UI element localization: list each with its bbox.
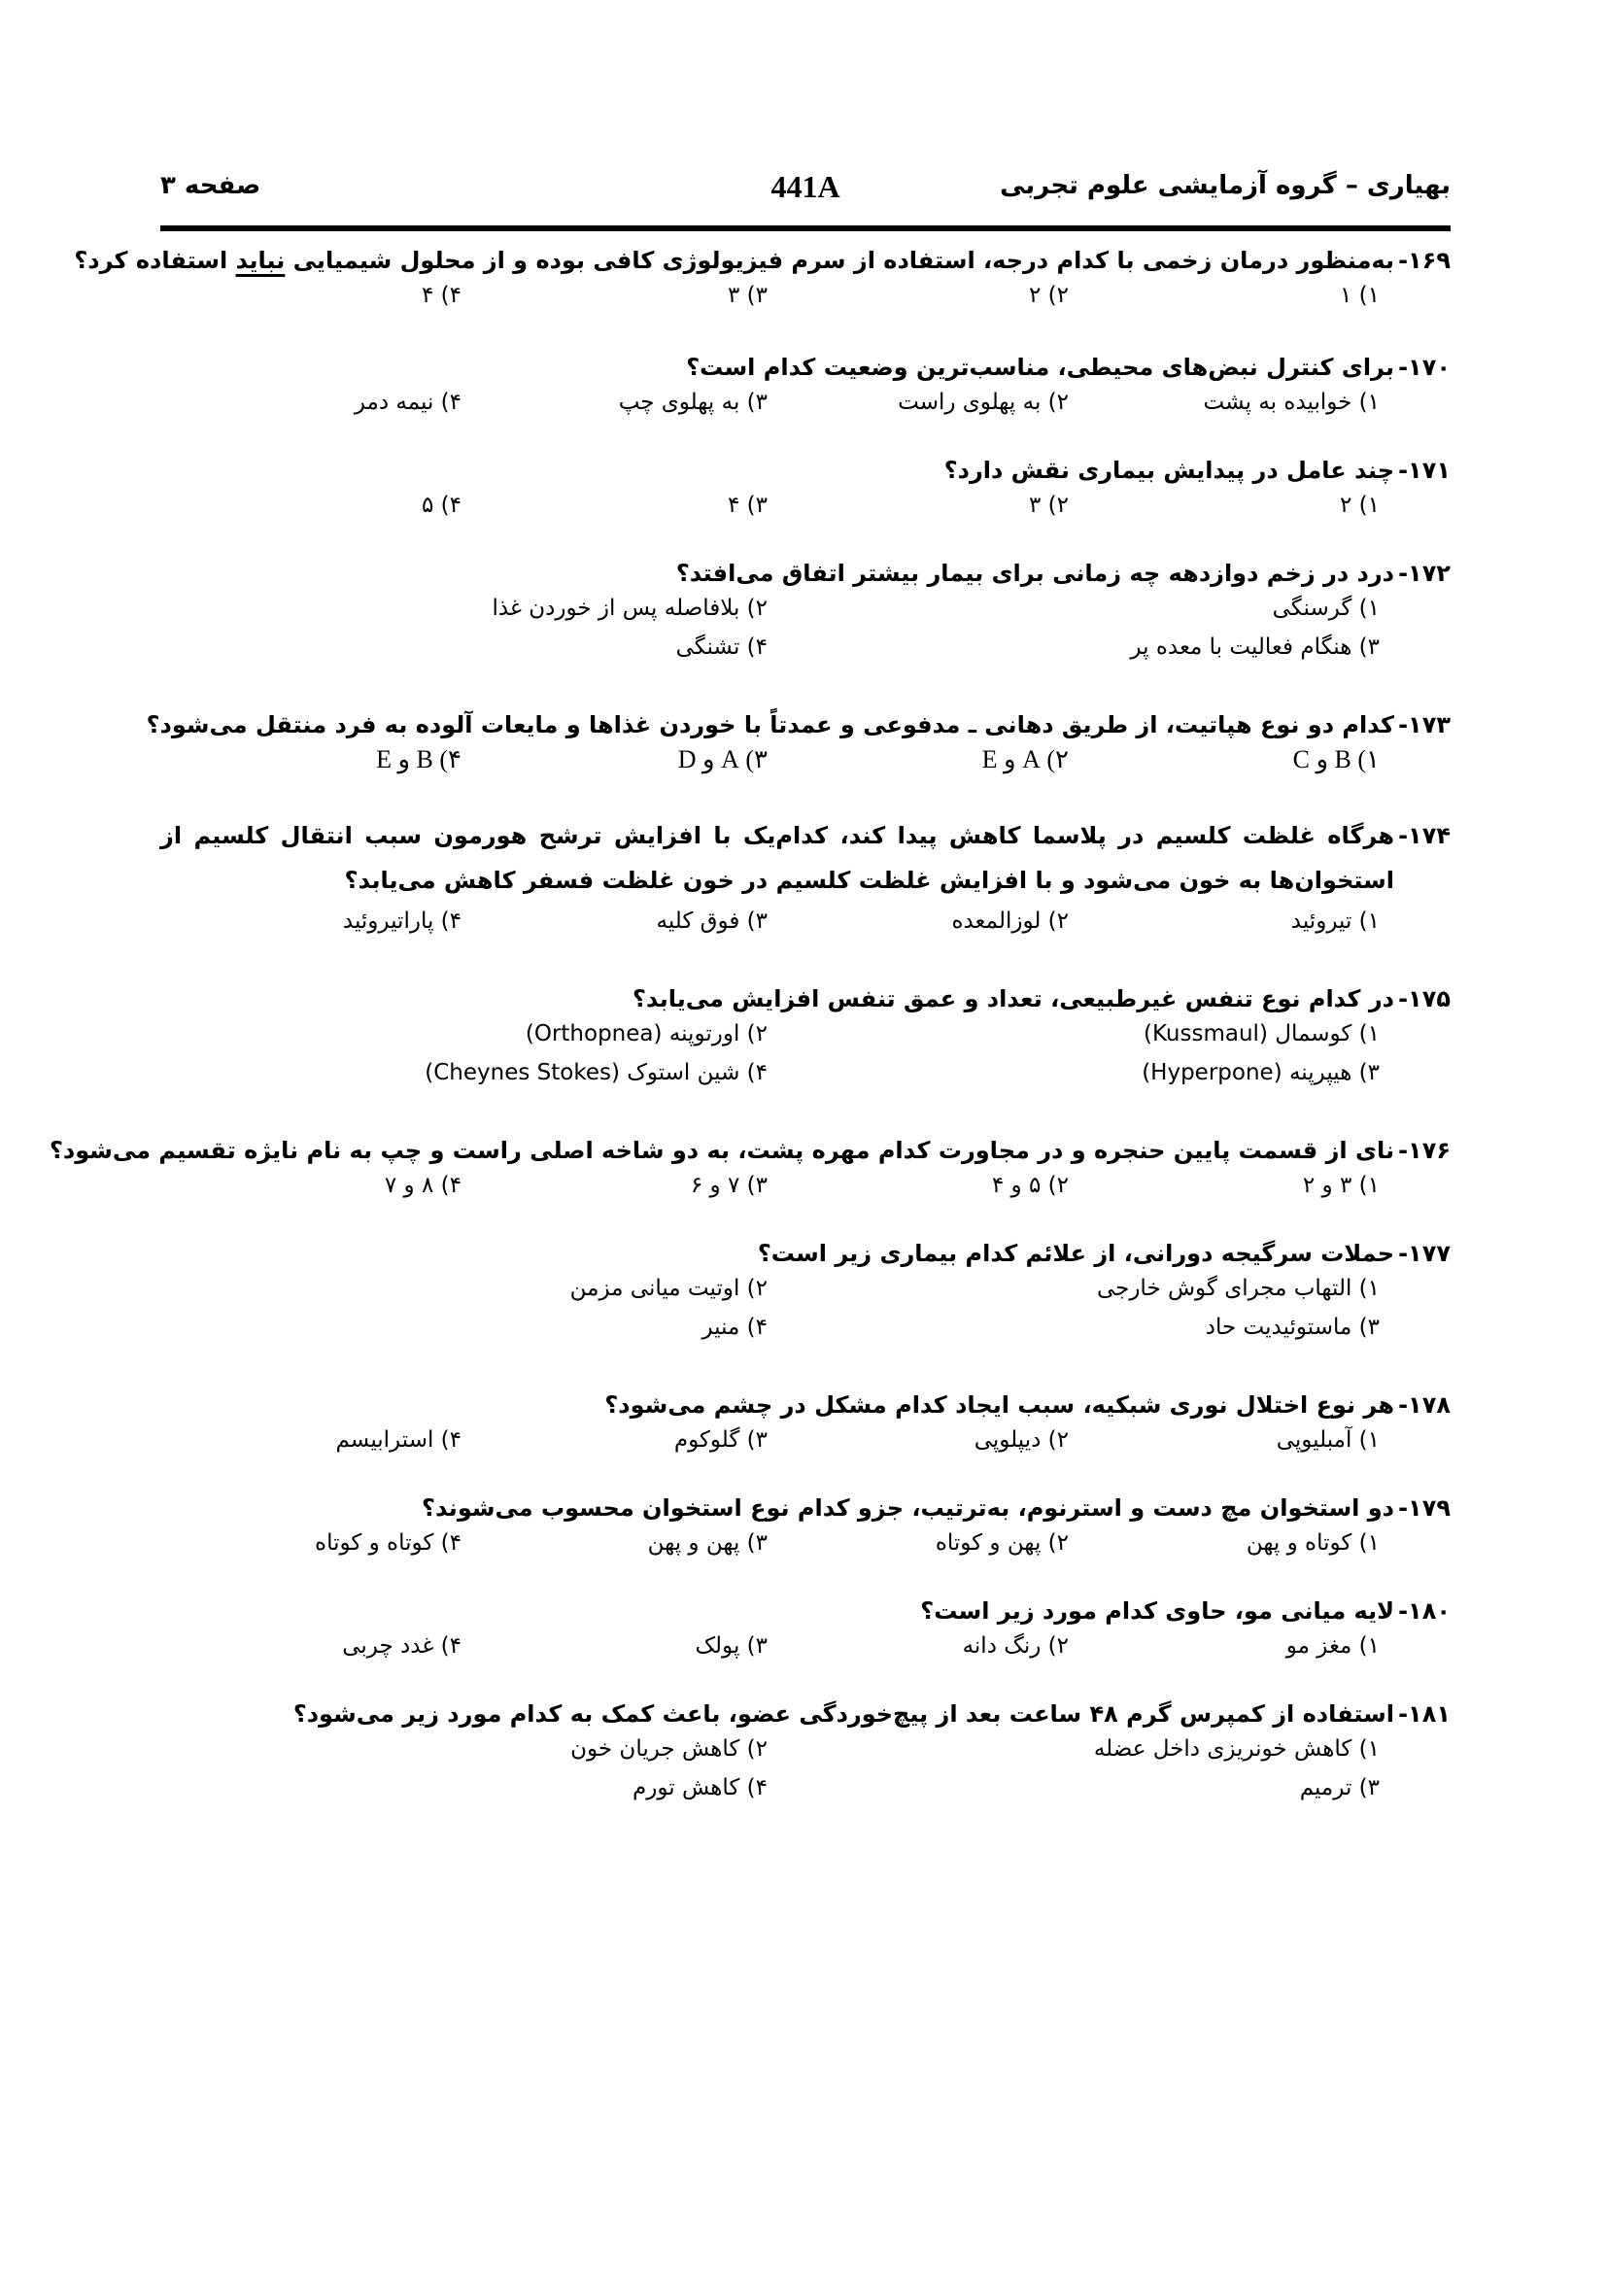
option-4[interactable]: ۴) شین استوک (Cheynes Stokes) <box>425 1060 768 1085</box>
header-divider <box>160 225 1451 231</box>
question-173 <box>146 707 1451 781</box>
option-2[interactable]: ۲) اوتیت میانی مزمن <box>569 1276 768 1301</box>
question-172 <box>160 556 1451 668</box>
option-1[interactable]: ۱) ۳ و ۲ <box>1302 1173 1380 1198</box>
question-181 <box>160 1696 1451 1809</box>
options-row <box>160 630 1451 668</box>
exam-group-title: بهیاری – گروه آزمایشی علوم تجربی <box>1000 171 1451 200</box>
question-number: ۱۷۵- <box>1398 985 1451 1012</box>
options-row <box>160 488 1451 527</box>
question-text: استفاده از کمپرس گرم ۴۸ ساعت بعد از پیچ‌خوردگی عضو، باعث کمک به کدام مورد زیر می‌شود؟ <box>292 1700 1394 1728</box>
options-row <box>160 742 1451 781</box>
question-176 <box>50 1133 1451 1207</box>
option-2[interactable]: ۲) به پهلوی راست <box>898 390 1069 415</box>
options-row <box>160 1628 1451 1667</box>
question-number: ۱۷۳- <box>1398 711 1451 738</box>
option-3[interactable]: ۳) ۳ <box>727 283 768 308</box>
question-text: در کدام نوع تنفس غیرطبیعی، تعداد و عمق تنفس افزایش می‌یابد؟ <box>632 985 1394 1012</box>
option-1[interactable]: ۱) کوتاه و پهن <box>1246 1530 1380 1556</box>
question-text: به‌منظور درمان زخمی با کدام درجه، استفاده از سرم فیزیولوژی کافی بوده و از محلول شیمیایی نباید استفاده کرد؟ <box>74 247 1394 274</box>
option-2[interactable]: ۲) بلافاصله پس از خوردن غذا <box>492 596 768 621</box>
question-number: ۱۷۷- <box>1398 1240 1451 1267</box>
option-4[interactable]: ۴) ۵ <box>421 493 462 518</box>
option-4[interactable]: ۴) پاراتیروئید <box>342 908 462 934</box>
option-2[interactable]: ۲) پهن و کوتاه <box>935 1530 1069 1556</box>
question-text: لایه میانی مو، حاوی کدام مورد زیر است؟ <box>920 1597 1394 1625</box>
option-2[interactable]: ۲) اورتوپنه (Orthopnea) <box>525 1021 768 1046</box>
question-171 <box>160 453 1451 527</box>
option-4[interactable]: ۴) ۸ و ۷ <box>384 1173 462 1198</box>
option-3[interactable]: ۳) ۷ و ۶ <box>690 1173 768 1198</box>
question-text: درد در زخم دوازدهه چه زمانی برای بیمار بیشتر اتفاق می‌افتد؟ <box>675 560 1394 587</box>
page-number: صفحه ۳ <box>160 171 261 200</box>
option-4[interactable]: ۴) نیمه دمر <box>354 390 462 415</box>
emphasis-underline: نباید <box>235 247 286 274</box>
option-4[interactable]: ۴) ۴ <box>421 283 462 308</box>
option-1[interactable]: ۱) التهاب مجرای گوش خارجی <box>1096 1276 1380 1301</box>
option-1[interactable]: ۱) آمبلیوپی <box>1276 1427 1380 1453</box>
options-row <box>160 1055 1451 1094</box>
option-1[interactable]: ۱) ۲ <box>1339 493 1380 518</box>
option-2[interactable]: ۲) ۳ <box>1028 493 1069 518</box>
option-1[interactable]: ۱) گرسنگی <box>1272 596 1380 621</box>
question-number: ۱۸۰- <box>1398 1597 1451 1625</box>
option-4[interactable]: ۴) تشنگی <box>675 634 768 660</box>
option-3[interactable]: ۳) هنگام فعالیت با معده پر <box>1130 634 1380 660</box>
question-text: حملات سرگیجه دورانی، از علائم کدام بیماری زیر است؟ <box>757 1240 1394 1267</box>
option-3[interactable]: ۳) پهن و پهن <box>647 1530 768 1556</box>
question-175 <box>160 981 1451 1094</box>
option-3[interactable]: ۳) A و D <box>677 745 768 773</box>
options-row <box>160 278 1451 317</box>
option-1[interactable]: ۱) مغز مو <box>1285 1633 1380 1659</box>
option-3[interactable]: ۳) فوق کلیه <box>656 908 768 934</box>
question-text: برای کنترل نبض‌های محیطی، مناسب‌ترین وضعیت کدام است؟ <box>686 354 1394 381</box>
question-text: چند عامل در پیدایش بیماری نقش دارد؟ <box>943 457 1394 484</box>
option-4[interactable]: ۴) B و E <box>376 745 462 773</box>
option-1[interactable]: ۱) کوسمال (Kussmaul) <box>1144 1021 1380 1046</box>
question-178 <box>160 1388 1451 1461</box>
options-row <box>160 385 1451 424</box>
option-4[interactable]: ۴) منیر <box>701 1315 768 1340</box>
booklet-code: 441A <box>770 169 840 204</box>
question-number: ۱۷۲- <box>1398 560 1451 587</box>
option-1[interactable]: ۱) کاهش خونریزی داخل عضله <box>1093 1736 1380 1762</box>
question-number: ۱۶۹- <box>1398 247 1451 274</box>
options-row <box>160 1525 1451 1564</box>
options-row <box>160 1731 1451 1770</box>
question-170 <box>160 350 1451 424</box>
options-row <box>160 1310 1451 1349</box>
option-2[interactable]: ۲) کاهش جریان خون <box>570 1736 768 1762</box>
question-number: ۱۷۹- <box>1398 1494 1451 1522</box>
option-4[interactable]: ۴) کاهش تورم <box>633 1775 768 1800</box>
option-2[interactable]: ۲) ۵ و ۴ <box>991 1173 1069 1198</box>
question-number: ۱۷۸- <box>1398 1391 1451 1419</box>
option-3[interactable]: ۳) ترمیم <box>1299 1775 1380 1800</box>
option-2[interactable]: ۲) دیپلوپی <box>974 1427 1069 1453</box>
question-number: ۱۷۴- <box>1398 822 1451 849</box>
question-text: کدام دو نوع هپاتیت، از طریق دهانی ـ مدفوعی و عمدتاً با خوردن غذاها و مایعات آلوده به فرد منتقل می‌شود؟ <box>146 711 1394 738</box>
options-row <box>160 1422 1451 1461</box>
option-2[interactable]: ۲) ۲ <box>1028 283 1069 308</box>
question-number: ۱۸۱- <box>1398 1700 1451 1728</box>
option-3[interactable]: ۳) پولک <box>695 1633 768 1659</box>
question-text: دو استخوان مچ دست و استرنوم، به‌ترتیب، جزو کدام نوع استخوان محسوب می‌شوند؟ <box>422 1494 1394 1522</box>
question-number: ۱۷۶- <box>1398 1137 1451 1164</box>
options-row <box>160 591 1451 630</box>
option-4[interactable]: ۴) استرابیسم <box>335 1427 462 1453</box>
option-3[interactable]: ۳) ماستوئیدیت حاد <box>1205 1315 1380 1340</box>
question-text: هر نوع اختلال نوری شبکیه، سبب ایجاد کدام مشکل در چشم می‌شود؟ <box>604 1391 1394 1419</box>
options-row <box>160 1770 1451 1809</box>
question-number: ۱۷۱- <box>1398 457 1451 484</box>
option-4[interactable]: ۴) کوتاه و کوتاه <box>315 1530 462 1556</box>
option-1[interactable]: ۱) خوابیده به پشت <box>1203 390 1380 415</box>
question-text-continued: استخوان‌ها به خون می‌شود و با افزایش غلظت کلسیم در خون غلظت فسفر کاهش می‌یابد؟ <box>344 867 1394 894</box>
option-1[interactable]: ۱) ۱ <box>1339 283 1380 308</box>
question-169 <box>74 243 1451 317</box>
option-3[interactable]: ۳) هیپرپنه (Hyperpone) <box>1142 1060 1380 1085</box>
option-2[interactable]: ۲) رنگ دانه <box>962 1633 1069 1659</box>
options-row <box>160 904 1451 942</box>
options-row <box>160 1271 1451 1310</box>
question-177 <box>160 1236 1451 1349</box>
question-179 <box>160 1491 1451 1564</box>
option-3[interactable]: ۳) گلوکوم <box>673 1427 768 1453</box>
option-1[interactable]: ۱) B و C <box>1292 745 1380 773</box>
question-180 <box>160 1593 1451 1667</box>
option-2[interactable]: ۲) لوزالمعده <box>951 908 1069 934</box>
question-174 <box>160 818 1451 942</box>
exam-page <box>50 0 1451 2296</box>
option-3[interactable]: ۳) به پهلوی چپ <box>618 390 768 415</box>
question-text: هرگاه غلظت کلسیم در پلاسما کاهش پیدا کند، کدام‌یک با افزایش ترشح هورمون سبب انتقال کلسیم از <box>160 822 1394 849</box>
option-4[interactable]: ۴) غدد چربی <box>342 1633 462 1659</box>
option-3[interactable]: ۳) ۴ <box>727 493 768 518</box>
question-number: ۱۷۰- <box>1398 354 1451 381</box>
option-1[interactable]: ۱) تیروئید <box>1290 908 1380 934</box>
question-text: نای از قسمت پایین حنجره و در مجاورت کدام مهره پشت، به دو شاخه اصلی راست و چپ به نام نایژه تقسیم می‌شود؟ <box>50 1137 1394 1164</box>
page-header <box>160 171 1451 220</box>
options-row <box>160 1016 1451 1055</box>
option-2[interactable]: ۲) A و E <box>981 745 1069 773</box>
options-row <box>160 1168 1451 1207</box>
